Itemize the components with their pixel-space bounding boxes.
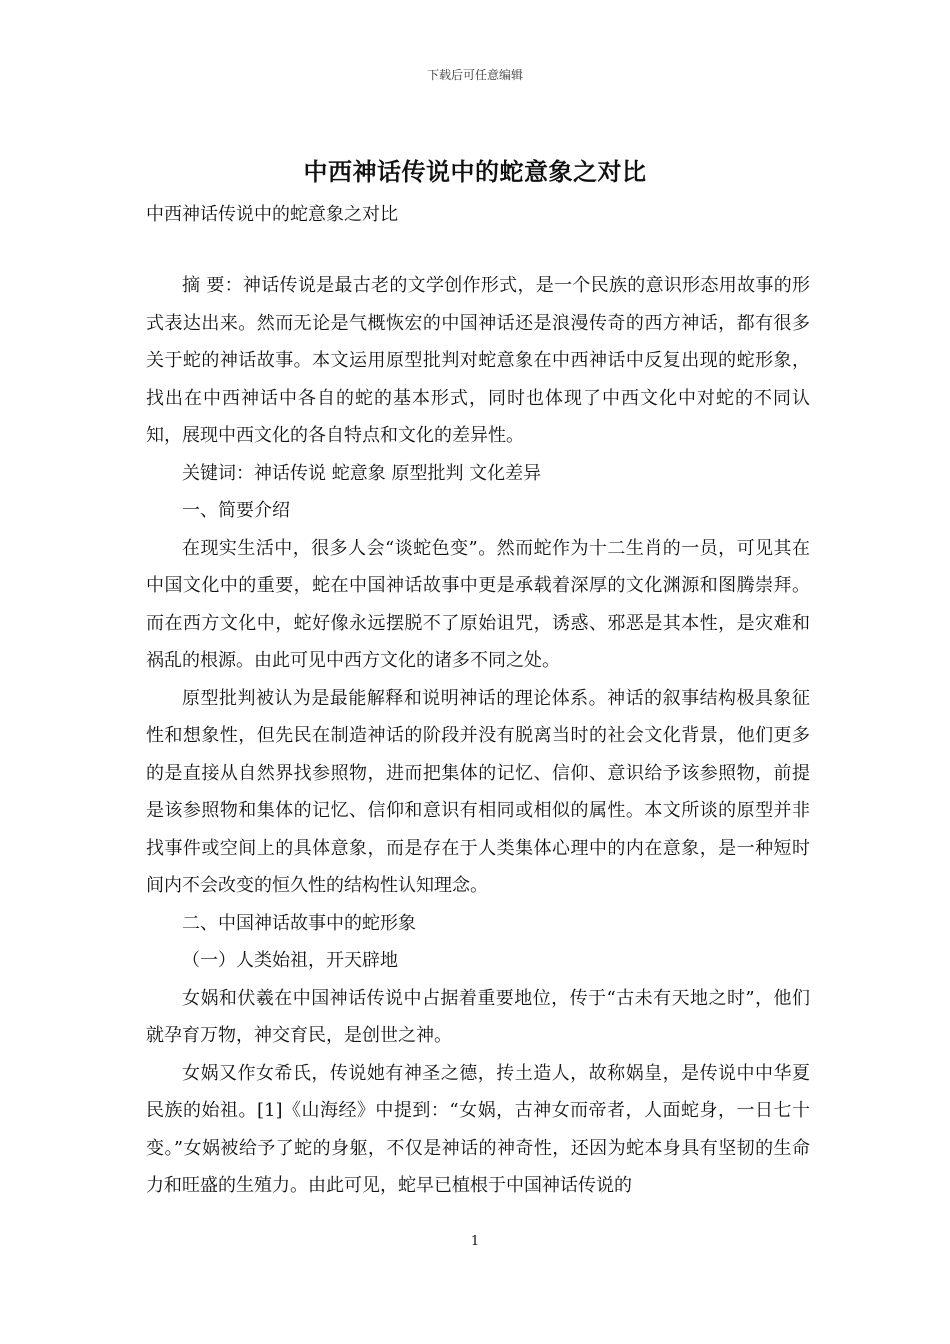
document-subtitle: 中西神话传说中的蛇意象之对比 (146, 204, 398, 225)
subsection-heading-ancestors: （一）人类始祖，开天辟地 (182, 950, 398, 971)
document-title: 中西神话传说中的蛇意象之对比 (303, 157, 647, 186)
section-heading-intro: 一、简要介绍 (182, 500, 290, 521)
body-paragraph: 在现实生活中，很多人会“谈蛇色变”。然而蛇作为十二生肖的一员，可见其在中国文化中的重要，蛇在中国神话故事中更是承载着深厚的文化渊源和图腾崇拜。而在西方文化中，蛇好像永远摆脱不了原始诅咒，诱惑、邪恶是其本性，是灾难和祸乱的根源。由此可见中西方文化的诸多不同之处。 (146, 537, 810, 671)
abstract-paragraph: 摘 要：神话传说是最古老的文学创作形式，是一个民族的意识形态用故事的形式表达出来。然而无论是气概恢宏的中国神话还是浪漫传奇的西方神话，都有很多关于蛇的神话故事。本文运用原型批判对蛇意象在中西神话中反复出现的蛇形象，找出在中西神话中各自的蛇的基本形式，同时也体现了中西文化中对蛇的不同认知，展现中西文化的各自特点和文化的差异性。 (146, 275, 810, 446)
body-paragraph: 原型批判被认为是最能解释和说明神话的理论体系。神话的叙事结构极具象征性和想象性，但先民在制造神话的阶段并没有脱离当时的社会文化背景，他们更多的是直接从自然界找参照物，进而把集体的记忆、信仰、意识给予该参照物，前提是该参照物和集体的记忆、信仰和意识有相同或相似的属性。本文所谈的原型并非找事件或空间上的具体意象，而是存在于人类集体心理中的内在意象，是一种短时间内不会改变的恒久性的结构性认知理念。 (146, 687, 810, 896)
section-heading-chinese-snake: 二、中国神话故事中的蛇形象 (182, 912, 416, 934)
page-number: 1 (470, 1234, 480, 1249)
body-paragraph: 女娲又作女希氏，传说她有神圣之德，抟土造人，故称娲皇，是传说中中华夏民族的始祖。[1]《山海经》中提到：“女娲，古神女而帝者，人面蛇身，一日七十变。”女娲被给予了蛇的身躯，不仅是神话的神奇性，还因为蛇本身具有坚韧的生命力和旺盛的生殖力。由此可见，蛇早已植根于中国神话传说的 (146, 1062, 810, 1196)
document-body (146, 267, 810, 1205)
keywords-paragraph: 关键词：神话传说 蛇意象 原型批判 文化差异 (182, 462, 542, 484)
header-note: 下载后可任意编辑 (426, 68, 523, 82)
body-paragraph: 女娲和伏羲在中国神话传说中占据着重要地位，传于“古未有天地之时”，他们就孕育万物，神交育民，是创世之神。 (146, 987, 810, 1046)
